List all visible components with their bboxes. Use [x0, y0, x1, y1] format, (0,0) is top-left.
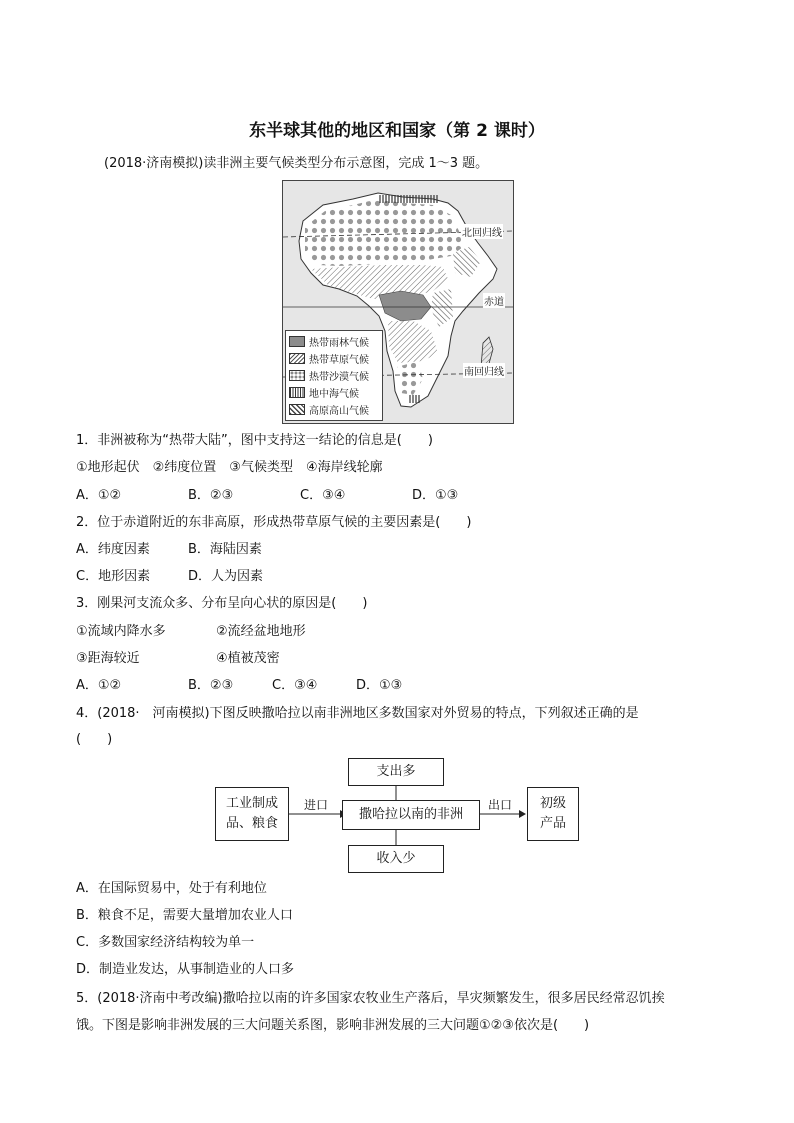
q4-option-a: A．在国际贸易中，处于有利地位 — [76, 881, 267, 896]
q3-item: ①流域内降水多 — [76, 624, 166, 639]
q4-option-c: C．多数国家经济结构较为单一 — [76, 935, 255, 950]
q1-items: ①地形起伏 ②纬度位置 ③气候类型 ④海岸线轮廓 — [76, 460, 383, 475]
legend-label: 高原高山气候 — [309, 406, 369, 417]
q3-item: ③距海较近 — [76, 651, 140, 666]
q2-option-d: D．人为因素 — [188, 569, 264, 584]
exports-line2: 产品 — [539, 816, 566, 831]
q2-option-b: B．海陆因素 — [188, 542, 262, 557]
q1-option-a: A．①② — [76, 488, 122, 503]
box-imports — [215, 787, 289, 841]
imports-line2: 品、粮食 — [225, 816, 278, 831]
export-label: 出口 — [488, 798, 513, 812]
exports-line1: 初级 — [539, 796, 566, 811]
q4-stem-cont: ( ) — [76, 732, 113, 747]
q3-item: ②流经盆地地形 — [216, 624, 306, 639]
tropic-cancer-label: 北回归线 — [461, 224, 503, 239]
legend-label: 热带雨林气候 — [309, 338, 369, 349]
equator-label: 赤道 — [483, 293, 505, 308]
q4-stem: 4．(2018· 河南模拟)下图反映撒哈拉以南非洲地区多数国家对外贸易的特点，下列叙述正确的是 — [76, 706, 639, 721]
tropic-capricorn-label: 南回归线 — [463, 363, 505, 378]
q3-option-c: C．③④ — [272, 678, 318, 693]
q1-option-b: B．②③ — [188, 488, 234, 503]
q3-stem: 3．刚果河支流众多、分布呈向心状的原因是( ) — [76, 596, 368, 611]
q4-option-b: B．粮食不足，需要大量增加农业人口 — [76, 908, 293, 923]
box-exports — [527, 787, 579, 841]
q3-option-b: B．②③ — [188, 678, 234, 693]
import-label: 进口 — [304, 798, 329, 812]
q3-option-a: A．①② — [76, 678, 122, 693]
q2-option-c: C．地形因素 — [76, 569, 151, 584]
q5-stem-cont: 饿。下图是影响非洲发展的三大问题关系图，影响非洲发展的三大问题①②③依次是( ) — [76, 1018, 590, 1033]
page-title: 东半球其他的地区和国家（第 2 课时） — [249, 121, 545, 141]
legend-label: 热带沙漠气候 — [309, 372, 369, 383]
legend-label: 热带草原气候 — [309, 355, 369, 366]
q3-option-d: D．①③ — [356, 678, 403, 693]
box-income: 收入少 — [348, 845, 444, 873]
q1-stem: 1．非洲被称为“热带大陆”，图中支持这一结论的信息是( ) — [76, 433, 433, 448]
legend-label: 地中海气候 — [309, 389, 359, 400]
q5-stem: 5．(2018·济南中考改编)撒哈拉以南的许多国家农牧业生产落后，旱灾频繁发生，很多居民经常忍饥挨 — [76, 991, 665, 1006]
q1-option-d: D．①③ — [412, 488, 459, 503]
imports-line1: 工业制成 — [225, 796, 278, 811]
q2-stem: 2．位于赤道附近的东非高原，形成热带草原气候的主要因素是( ) — [76, 515, 472, 530]
box-center: 撒哈拉以南的非洲 — [342, 800, 480, 830]
q1-option-c: C．③④ — [300, 488, 346, 503]
intro-text: (2018·济南模拟)读非洲主要气候类型分布示意图，完成 1～3 题。 — [104, 156, 489, 171]
box-expenditure: 支出多 — [348, 758, 444, 786]
q4-option-d: D．制造业发达，从事制造业的人口多 — [76, 962, 295, 977]
q3-item: ④植被茂密 — [216, 651, 280, 666]
export-arrowhead — [519, 810, 526, 818]
q2-option-a: A．纬度因素 — [76, 542, 150, 557]
